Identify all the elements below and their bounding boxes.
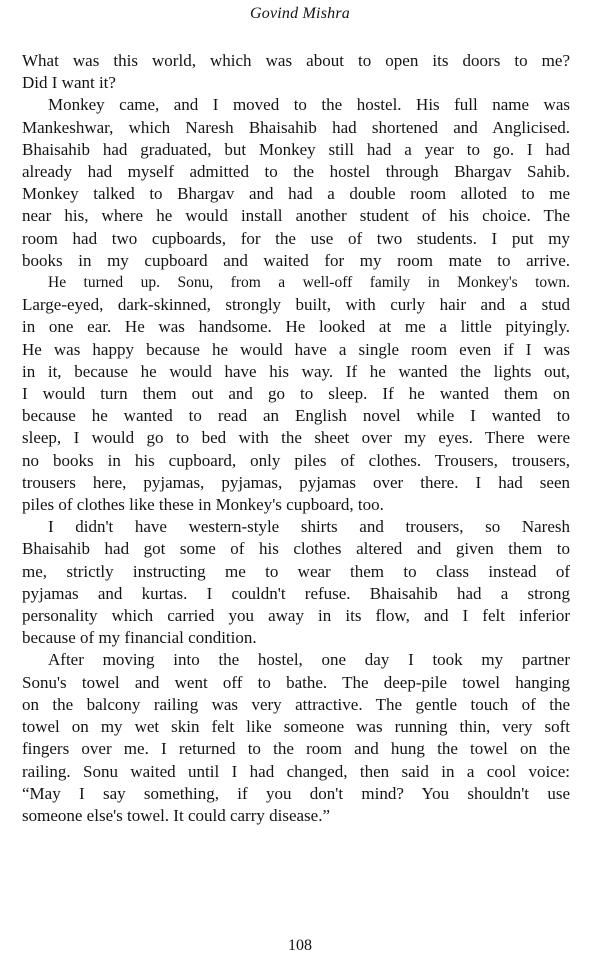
text-line: Large-eyed, dark-skinned, strongly built, with curly hair and a stud <box>22 295 570 315</box>
text-line: I didn't have western-style shirts and trousers, so Naresh <box>48 517 570 537</box>
text-line: “May I say something, if you don't mind? You shouldn't use <box>22 783 570 803</box>
text-line: What was this world, which was about to open its doors to me? <box>22 51 570 70</box>
text-line: pyjamas and kurtas. I couldn't refuse. Bhaisahib had a strong <box>22 583 570 603</box>
text-line: Mankeshwar, which Naresh Bhaisahib had shortened and Anglicised. <box>22 117 570 137</box>
text-line: books in my cupboard and waited for my room mate to arrive. <box>22 250 570 270</box>
text-line: He turned up. Sonu, from a well-off family in Monkey's town. <box>48 274 570 292</box>
text-line: Monkey came, and I moved to the hostel. His full name was <box>48 95 570 115</box>
body-text <box>22 50 570 827</box>
text-line: room had two cupboards, for the use of two students. I put my <box>22 228 570 248</box>
text-line: because of my financial condition. <box>22 628 257 648</box>
text-line: sleep, I would go to bed with the sheet over my eyes. There were <box>22 428 570 448</box>
text-line: in one ear. He was handsome. He looked at me a little pityingly. <box>22 317 570 337</box>
text-line: because he wanted to read an English novel while I wanted to <box>22 406 570 426</box>
text-line: near his, where he would install another student of his choice. The <box>22 206 570 226</box>
running-head: Govind Mishra <box>250 5 350 22</box>
text-line: me, strictly instructing me to wear them to class instead of <box>22 561 570 581</box>
text-line: After moving into the hostel, one day I took my partner <box>48 650 570 670</box>
text-line: Monkey talked to Bhargav and had a double room alloted to me <box>22 184 570 204</box>
text-line: railing. Sonu waited until I had changed, then said in a cool voice: <box>22 761 570 781</box>
text-line: fingers over me. I returned to the room and hung the towel on the <box>22 739 570 759</box>
text-line: towel on my wet skin felt like someone was running thin, very soft <box>22 717 570 737</box>
text-line: someone else's towel. It could carry disease.” <box>22 805 331 825</box>
text-line: trousers here, pyjamas, pyjamas, pyjamas over there. I had seen <box>22 472 570 492</box>
text-line: I would turn them out and go to sleep. If he wanted them on <box>22 384 570 404</box>
text-line: He was happy because he would have a single room even if I was <box>22 339 570 359</box>
text-line: personality which carried you away in its flow, and I felt inferior <box>22 606 570 626</box>
text-line: already had myself admitted to the hostel through Bhargav Sahib. <box>22 162 570 182</box>
text-line: Sonu's towel and went off to bathe. The deep-pile towel hanging <box>22 672 570 692</box>
text-line: on the balcony railing was very attractive. The gentle touch of the <box>22 694 570 714</box>
page-number: 108 <box>288 937 312 954</box>
text-line: piles of clothes like these in Monkey's cupboard, too. <box>22 495 384 515</box>
text-line: Bhaisahib had got some of his clothes altered and given them to <box>22 539 570 559</box>
text-line: in it, because he would have his way. If he wanted the lights out, <box>22 361 570 381</box>
text-line: Bhaisahib had graduated, but Monkey still had a year to go. I had <box>22 139 570 159</box>
text-line: Did I want it? <box>22 73 116 93</box>
text-line: no books in his cupboard, only piles of clothes. Trousers, trousers, <box>22 450 570 470</box>
